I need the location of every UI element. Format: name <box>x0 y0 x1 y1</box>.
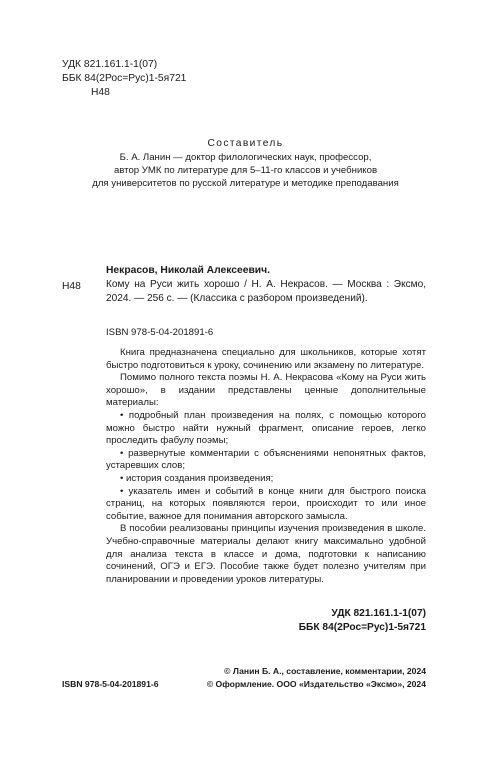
copyright-line-1: © Ланин Б. А., составление, комментарии, 2024 <box>224 666 426 676</box>
bbk-code-bottom: ББК 84(2Рос=Рус)1-5я721 <box>298 622 426 633</box>
author-mark: Н48 <box>62 281 81 292</box>
udk-code-bottom: УДК 821.161.1-1(07) <box>331 608 426 619</box>
annotation-paragraph-1: Книга предназначена специально для школьников, которые хотят быстро подготовиться к уроку, сочинению или экзамену по литературе. <box>106 347 426 371</box>
copyright-line-2: © Оформление. ООО «Издательство «Эксмо», 2024 <box>206 679 426 689</box>
annotation-bullet-2: • развернутые комментарии с объяснениями непонятных фактов, устаревших слов; <box>106 447 426 472</box>
compiler-title: Составитель <box>207 138 284 149</box>
annotation-bullet-4: • указатель имен и событий в конце книги для быстрого поиска страниц, на которых появляются герои, происходит то или иное событие, важное для понимания авторского замысла. <box>106 485 426 522</box>
bbk-code-top: ББК 84(2Рос=Рус)1-5я721 <box>62 73 187 84</box>
annotation-paragraph-3: В пособии реализованы принципы изучения произведения в школе. Учебно-справочные материалы делают книгу максимально удобной для анализа текста в классе и дома, подготовки к написанию сочинений, ОГЭ и ЕГЭ. Пособие также будет полезно учителям при планировании и проведении уроков литературы. <box>106 523 426 585</box>
author-mark-top: Н48 <box>91 87 110 98</box>
compiler-line-1: Б. А. Ланин — доктор филологических наук, профессор, <box>119 152 372 163</box>
copyright-block <box>0 665 426 691</box>
compiler-line-2: автор УМК по литературе для 5–11-го классов и учебников <box>113 165 378 176</box>
compiler-block <box>0 137 491 190</box>
annotation <box>106 347 426 586</box>
bibliographic-record <box>106 264 426 305</box>
annotation-bullet-1: • подробный план произведения на полях, с помощью которого можно быстро найти нужный фрагмент, описание героев, легко проследить фабулу поэмы; <box>106 409 426 447</box>
isbn-line: ISBN 978-5-04-201891-6 <box>106 327 214 338</box>
annotation-bullet-3: • история создания произведения; <box>120 472 274 484</box>
compiler-line-3: для университетов по русской литературе и методике преподавания <box>92 178 399 189</box>
author-name: Некрасов, Николай Алексеевич. <box>106 265 270 276</box>
bibliographic-description: Кому на Руси жить хорошо / Н. А. Некрасов. — Москва : Эксмо, 2024. — 256 с. — (Классика с разбором произведений). <box>106 279 426 304</box>
udk-code-top: УДК 821.161.1-1(07) <box>62 59 158 70</box>
isbn-bottom: ISBN 978-5-04-201891-6 <box>62 679 159 689</box>
annotation-paragraph-2: Помимо полного текста поэмы Н. А. Некрасова «Кому на Руси жить хорошо», в издании представлены ценные дополнительные материалы: <box>106 372 426 409</box>
